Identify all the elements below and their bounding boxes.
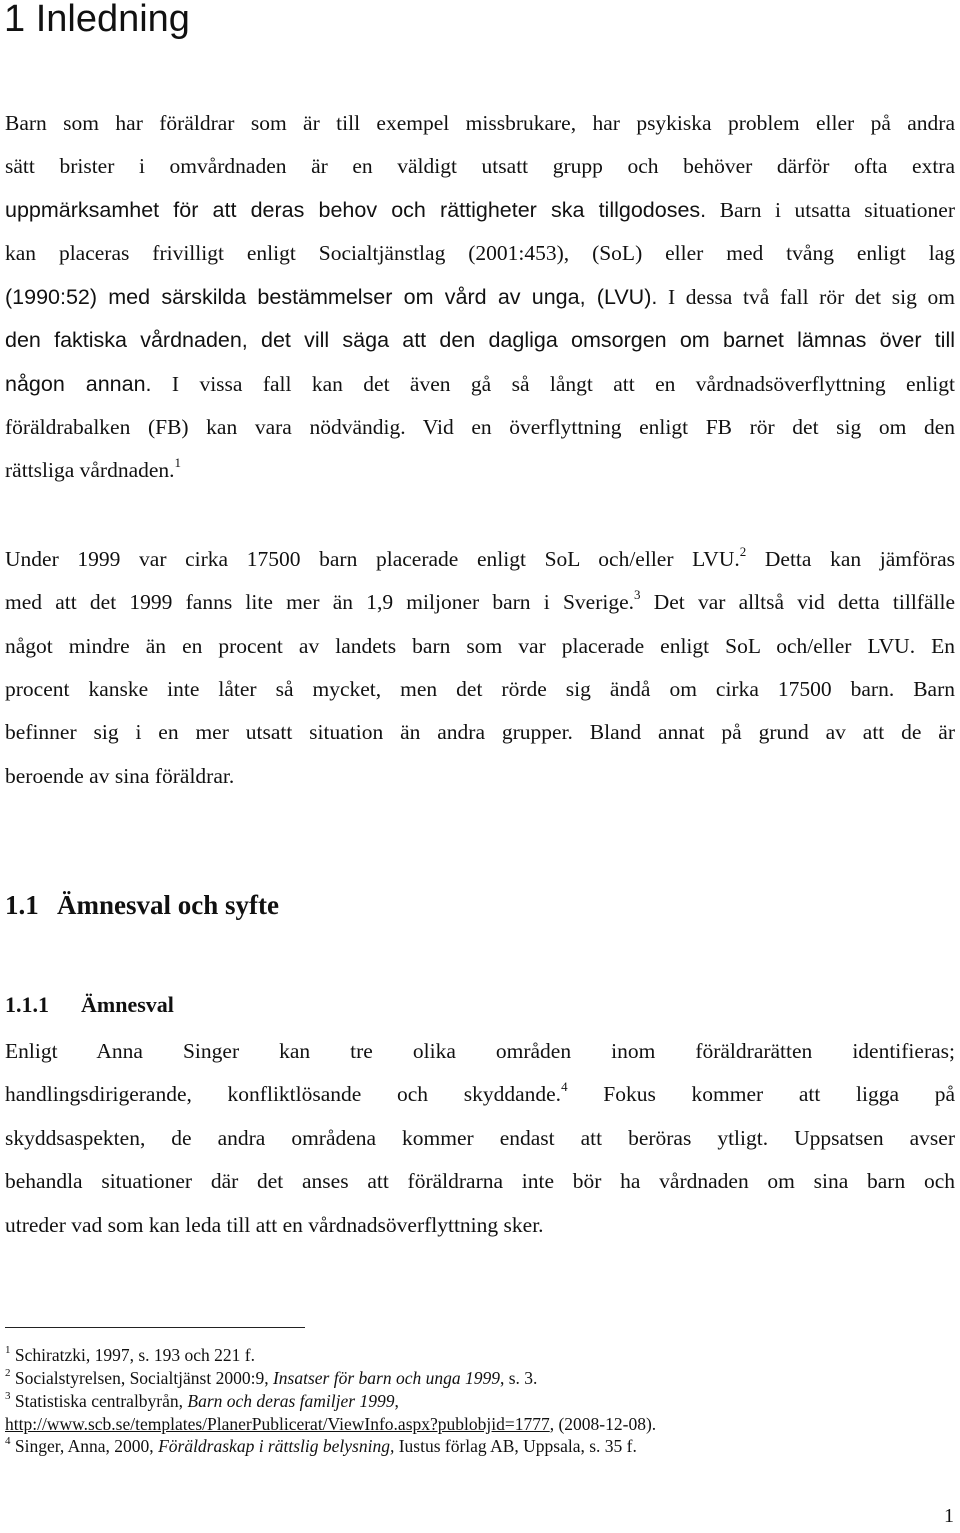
- footnote-3-link[interactable]: http://www.scb.se/templates/PlanerPublicerat/ViewInfo.aspx?publobjid=1777: [5, 1414, 550, 1434]
- paragraph-1-line-3: uppmärksamhet för att deras behov och rättigheter ska tillgodoses. Barn i utsatta situationer: [5, 198, 955, 222]
- paragraph-1-line-1: Barn som har föräldrar som är till exempel missbrukare, har psykiska problem eller på andra: [5, 111, 955, 135]
- paragraph-1-line-6: den faktiska vårdnaden, det vill säga att den dagliga omsorgen om barnet lämnas över till: [5, 328, 955, 352]
- footnote-2-number: 2: [5, 1367, 11, 1379]
- paragraph-3-line-2: handlingsdirigerande, konfliktlösande och skyddande.$^4$ Fokus kommer att ligga på: [5, 1079, 955, 1106]
- subsection-number: 1.1.1: [5, 992, 49, 1017]
- footnote-ref-4: 4: [561, 1079, 568, 1094]
- footnote-2: $^2$ Socialstyrelsen, Socialtjänst 2000:9, Insatser för barn och unga 1999, s. 3.: [5, 1367, 538, 1388]
- footnote-separator: [5, 1327, 305, 1328]
- section-heading: [5, 890, 279, 921]
- paragraph-3-line-4: behandla situationer där det anses att föräldrarna inte bör ha vårdnaden om sina barn och: [5, 1169, 955, 1193]
- paragraph-1-line-2: sätt brister i omvårdnaden är en väldigt utsatt grupp och behöver därför ofta extra: [5, 154, 955, 178]
- footnote-4-number: 4: [5, 1435, 11, 1447]
- chapter-heading: 1 Inledning: [4, 0, 190, 40]
- footnote-ref-1: 1: [174, 455, 182, 470]
- paragraph-2-line-3: något mindre än en procent av landets barn som var placerade enligt SoL och/eller LVU. En: [5, 634, 955, 658]
- footnote-3: $^3$ Statistiska centralbyrån, Barn och deras familjer 1999,: [5, 1390, 399, 1411]
- paragraph-3-line-3: skyddsaspekten, de andra områdena kommer endast att beröras ytligt. Uppsatsen avser: [5, 1126, 955, 1150]
- section-title: Ämnesval och syfte: [57, 890, 279, 920]
- footnote-ref-2: 2: [739, 544, 747, 559]
- paragraph-3-line-1: Enligt Anna Singer kan tre olika områden inom föräldrarätten identifieras;: [5, 1039, 955, 1063]
- footnote-1: $^1$ Schiratzki, 1997, s. 193 och 221 f.: [5, 1344, 255, 1365]
- paragraph-1-line-4: kan placeras frivilligt enligt Socialtjänstlag (2001:453), (SoL) eller med tvång enligt lag: [5, 241, 955, 265]
- footnote-3-url-line: http://www.scb.se/templates/PlanerPublicerat/ViewInfo.aspx?publobjid=1777, (2008-12-08).: [5, 1414, 657, 1434]
- footnote-1-number: 1: [5, 1344, 11, 1356]
- paragraph-1-line-8: föräldrabalken (FB) kan vara nödvändig. Vid en överflyttning enligt FB rör det sig om den: [5, 415, 955, 439]
- paragraph-2-line-4: procent kanske inte låter så mycket, men det rörde sig ändå om cirka 17500 barn. Barn: [5, 677, 955, 701]
- paragraph-1-line-9: rättsliga vårdnaden.$^1$: [5, 455, 182, 482]
- page-number: 1: [944, 1505, 954, 1527]
- subsection-title: Ämnesval: [81, 992, 174, 1017]
- paragraph-3-line-5: utreder vad som kan leda till att en vårdnadsöverflyttning sker.: [5, 1213, 544, 1237]
- subsection-heading: [5, 992, 174, 1018]
- paragraph-1-line-7: någon annan. I vissa fall kan det även gå så långt att en vårdnadsöverflyttning enligt: [5, 372, 955, 396]
- paragraph-2-line-6: beroende av sina föräldrar.: [5, 764, 235, 788]
- footnote-4: $^4$ Singer, Anna, 2000, Föräldraskap i rättslig belysning, Iustus förlag AB, Uppsala, s. 35 f.: [5, 1435, 637, 1456]
- footnote-ref-3: 3: [634, 587, 641, 602]
- paragraph-2-line-1: Under 1999 var cirka 17500 barn placerade enligt SoL och/eller LVU.$^2$ Detta kan jämföras: [5, 544, 955, 571]
- paragraph-1-line-5: (1990:52) med särskilda bestämmelser om vård av unga, (LVU). I dessa två fall rör det sig om: [5, 285, 955, 309]
- paragraph-2-line-2: med att det 1999 fanns lite mer än 1,9 miljoner barn i Sverige.$^3$ Det var alltså vid detta tillfälle: [5, 587, 955, 614]
- paragraph-2-line-5: befinner sig i en mer utsatt situation än andra grupper. Bland annat på grund av att de är: [5, 720, 955, 744]
- section-number: 1.1: [5, 890, 39, 920]
- footnote-3-number: 3: [5, 1390, 11, 1402]
